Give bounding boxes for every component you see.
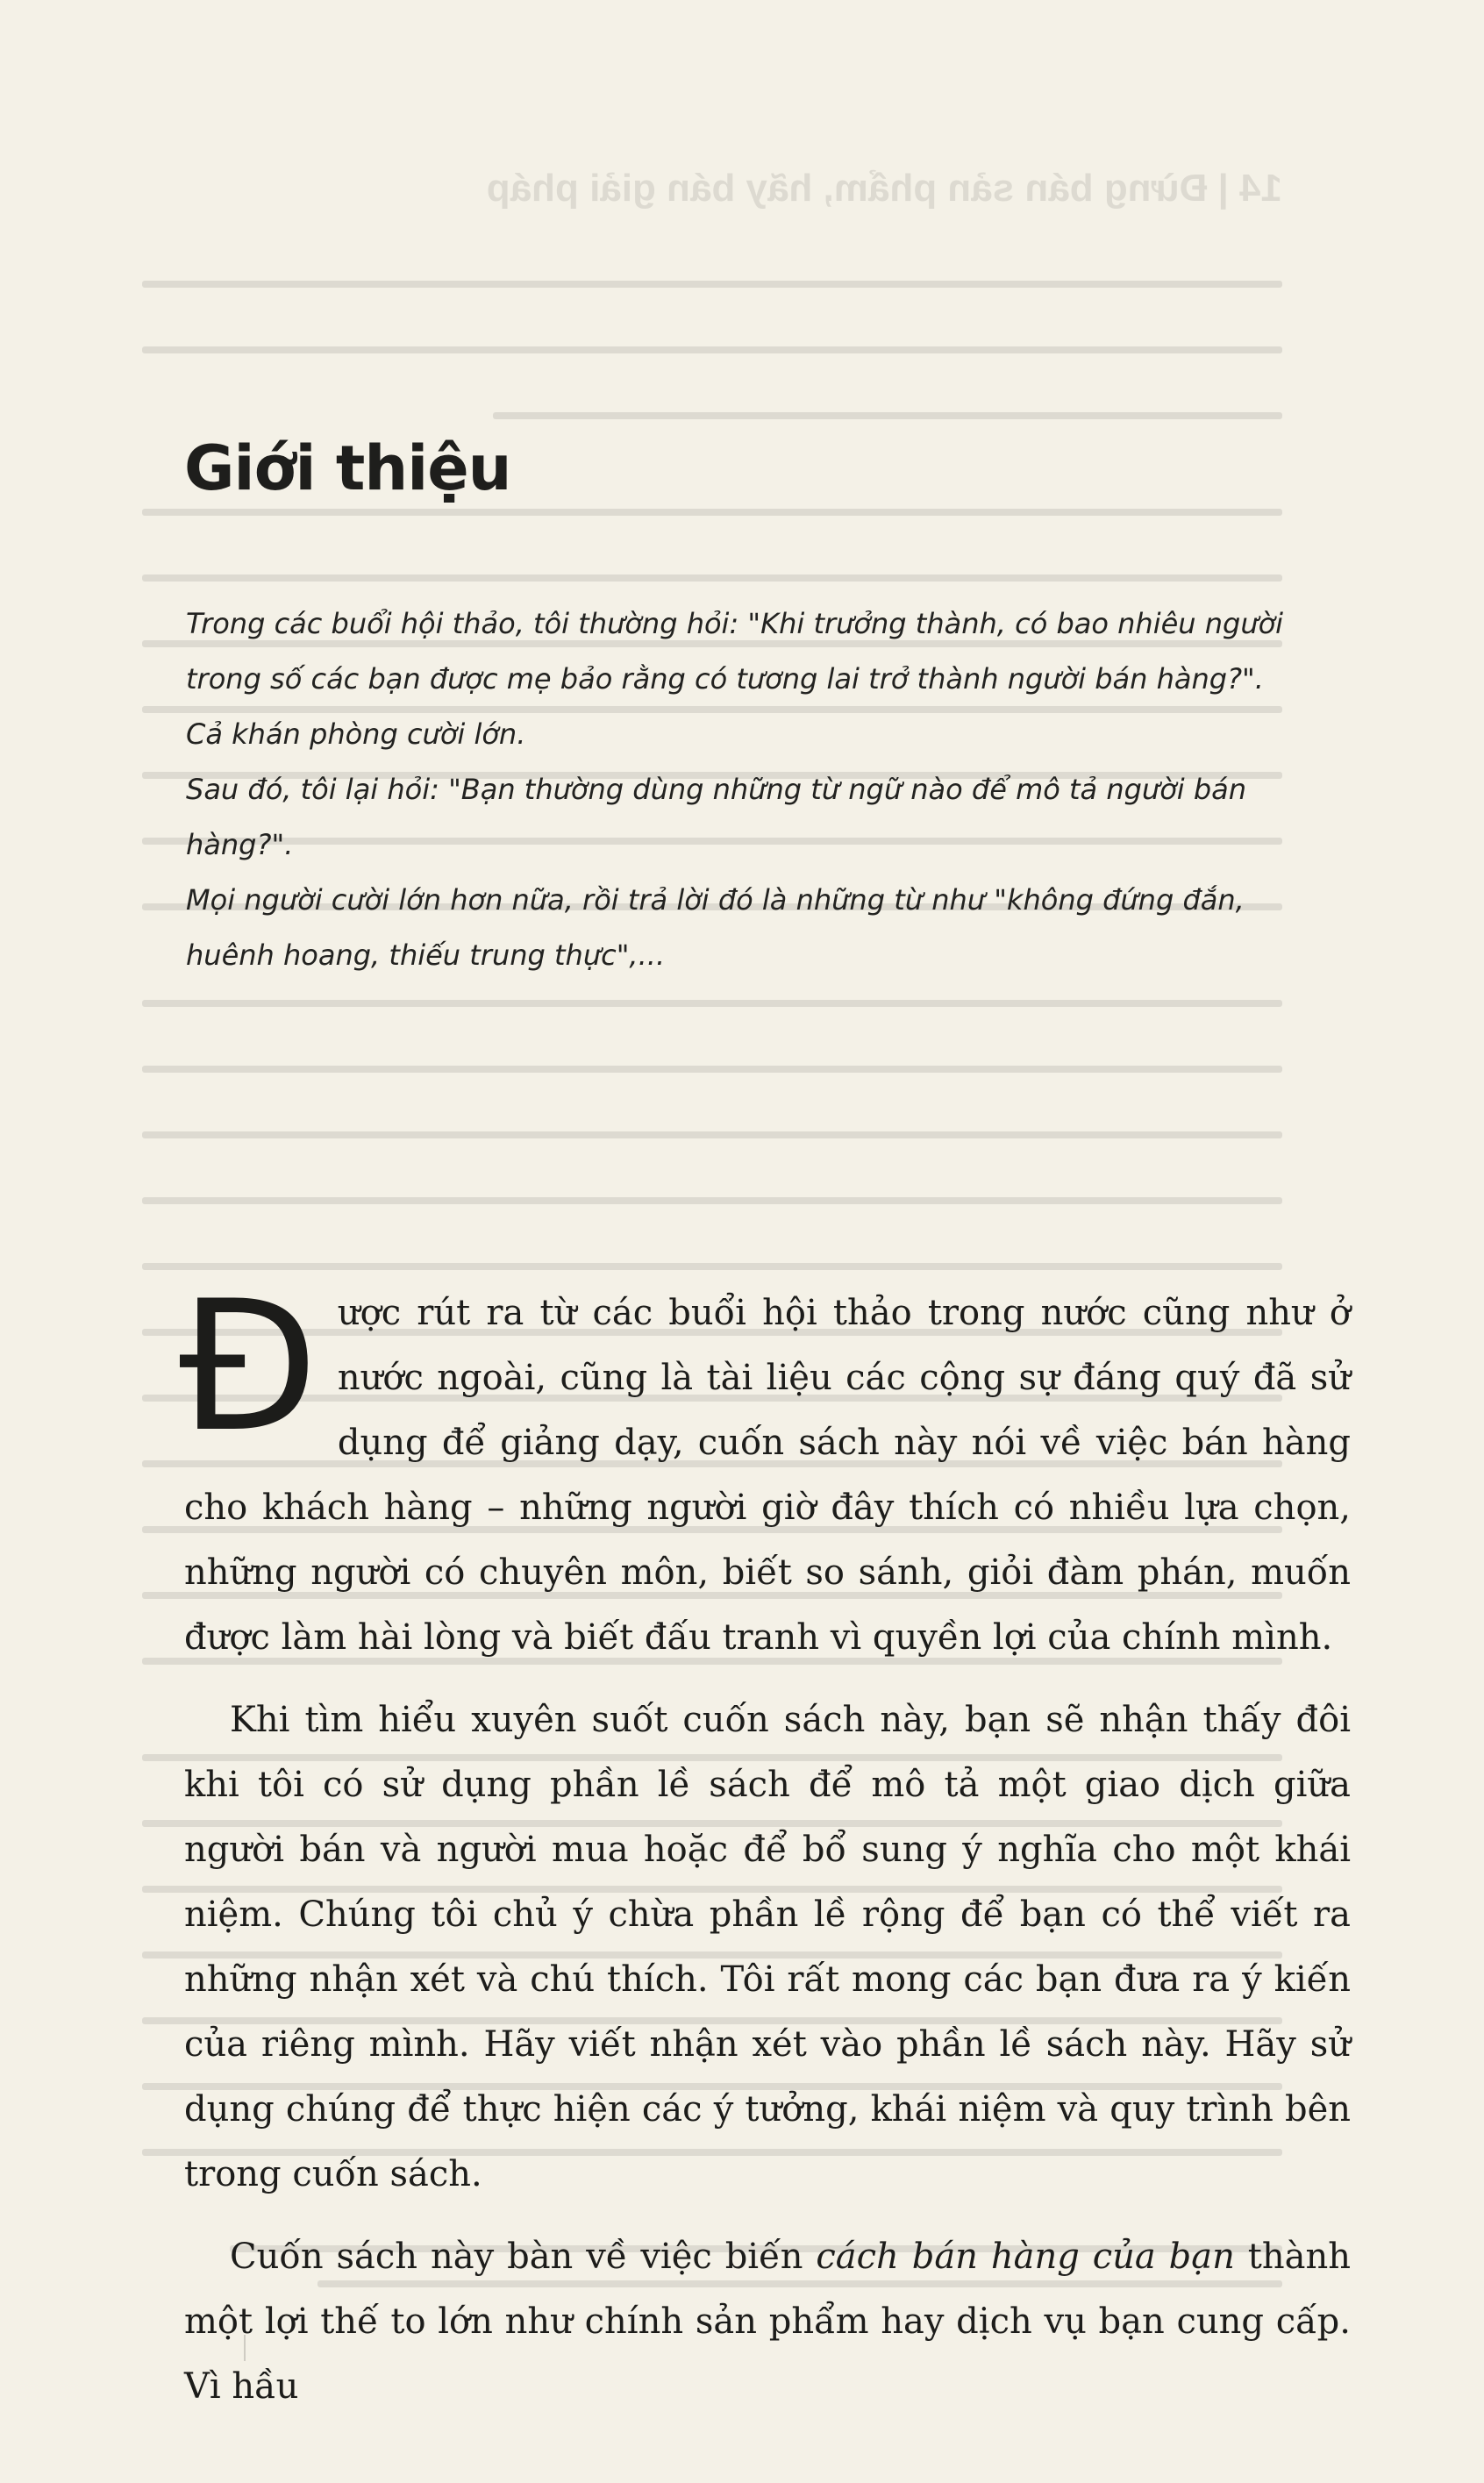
intro-paragraph-1: Trong các buổi hội thảo, tôi thường hỏi: "Khi trưởng thành, có bao nhiêu người trong số các bạn được mẹ bảo rằng có tương lai trở thành người bán hàng?". [186,607,1284,696]
body-paragraph-1-text: ược rút ra từ các buổi hội thảo trong nước cũng như ở nước ngoài, cũng là tài liệu các cộng sự đáng quý đã sử dụng để giảng dạy, cuốn sách này nói về việc bán hàng cho khách hàng – những người giờ đây thích có nhiều lựa chọn, những người có chuyên môn, biết so sánh, giỏi đàm phán, muốn được làm hài lòng và biết đấu tranh vì quyền lợi của chính mình. [184,1293,1351,1658]
intro-paragraph-3: Sau đó, tôi lại hỏi: "Bạn thường dùng những từ ngữ nào để mô tả người bán hàng?". [186,773,1247,861]
bleed-header: 14 | Đừng bán sản phẩm, hãy bán giải pháp [486,167,1282,210]
intro-paragraph-4: Mọi người cười lớn hơn nữa, rồi trả lời đó là những từ như "không đứng đắn, huênh hoang, thiếu trung thực",... [186,883,1245,972]
intro-paragraph-2: Cả khán phòng cười lớn. [186,717,526,751]
body-paragraph-3-emphasis: cách bán hàng của bạn [816,2237,1235,2277]
drop-cap: Đ [179,1263,318,1472]
body-paragraph-2: Khi tìm hiểu xuyên suốt cuốn sách này, bạn sẽ nhận thấy đôi khi tôi có sử dụng phần lề sách để mô tả một giao dịch giữa người bán và người mua hoặc để bổ sung ý nghĩa cho một khái niệm. Chúng tôi chủ ý chừa phần lề rộng để bạn có thể viết ra những nhận xét và chú thích. Tôi rất mong các bạn đưa ra ý kiến của riêng mình. Hãy viết nhận xét vào phần lề sách này. Hãy sử dụng chúng để thực hiện các ý tưởng, khái niệm và quy trình bên trong cuốn sách. [184,1700,1351,2194]
body-text [179,1263,1351,2419]
intro-quote-block [186,596,1326,983]
body-paragraph-1 [179,1263,1351,1670]
body-paragraph-3-start: Cuốn sách này bàn về việc biến [230,2237,817,2277]
body-paragraph-3 [184,2224,1351,2419]
page-margin-mark [244,2335,246,2361]
chapter-heading: Giới thiệu [184,432,511,504]
body-paragraph-3-end: thành một lợi thế to lớn như chính sản phẩm hay dịch vụ bạn cung cấp. Vì hầu [184,2237,1351,2407]
